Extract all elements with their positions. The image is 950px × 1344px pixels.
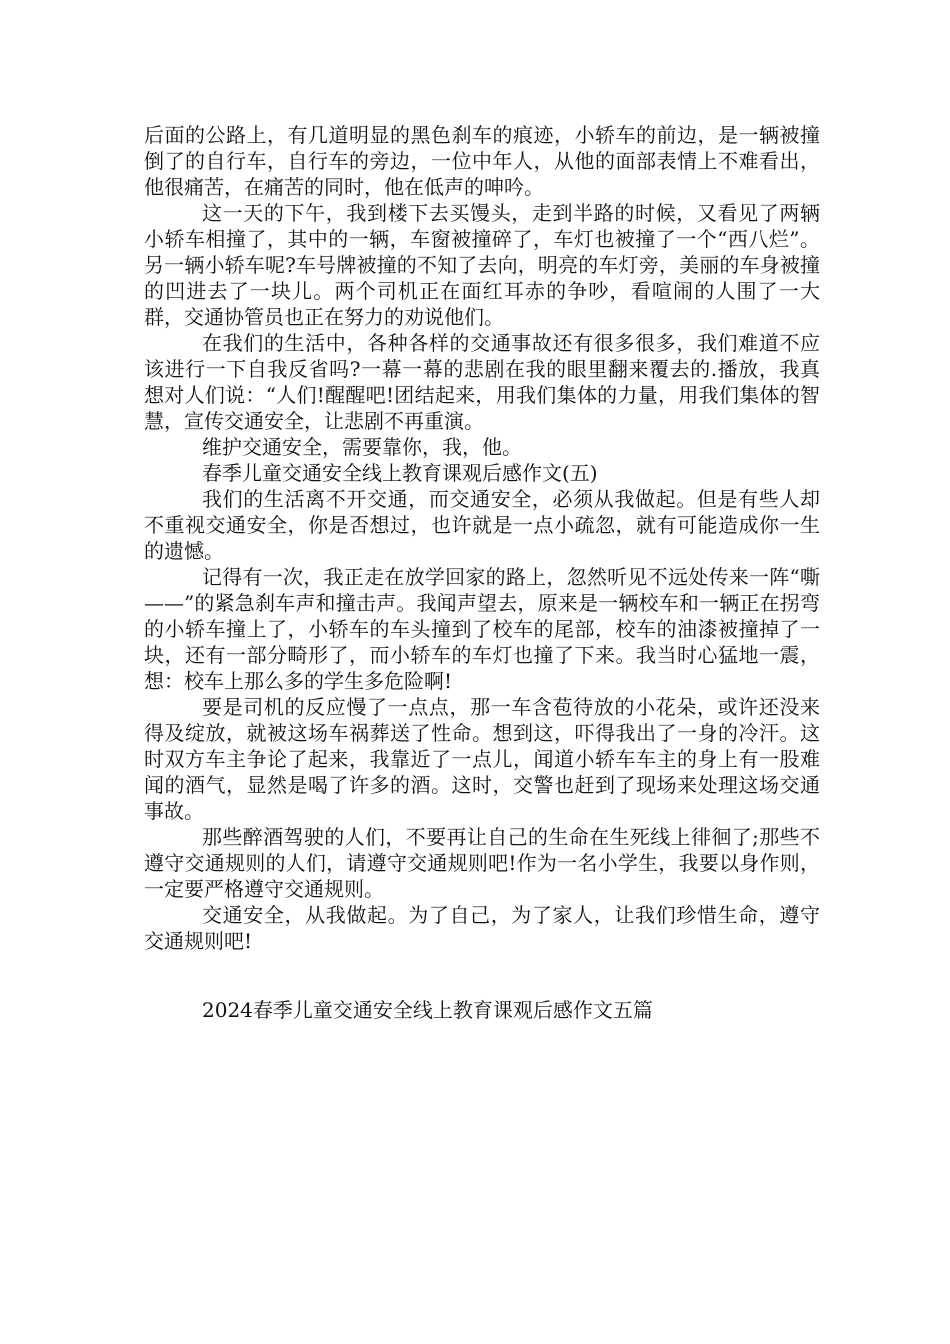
paragraph-8: 要是司机的反应慢了一点点，那一车含苞待放的小花朵，或许还没来得及绽放，就被这场车祸葬送了性命。想到这，吓得我出了一身的冷汗。这时双方车主争论了起来，我靠近了一点儿，闻道小轿车车主的身上有一股难闻的酒气，显然是喝了许多的酒。这时，交警也赶到了现场来处理这场交通事故。 bbox=[144, 695, 820, 823]
paragraph-6: 我们的生活离不开交通，而交通安全，必须从我做起。但是有些人却不重视交通安全，你是否想过，也许就是一点小疏忽，就有可能造成你一生的遗憾。 bbox=[144, 487, 820, 563]
paragraph-1: 后面的公路上，有几道明显的黑色刹车的痕迹，小轿车的前边，是一辆被撞倒了的自行车，自行车的旁边，一位中年人，从他的面部表情上不难看出，他很痛苦，在痛苦的同时，他在低声的呻吟。 bbox=[144, 123, 820, 199]
section-heading: 春季儿童交通安全线上教育课观后感作文(五) bbox=[202, 461, 598, 485]
paragraph-2: 这一天的下午，我到楼下去买馒头，走到半路的时候，又看见了两辆小轿车相撞了，其中的一辆，车窗被撞碎了，车灯也被撞了一个“西八烂”。另一辆小轿车呢?车号牌被撞的不知了去向，明亮的车灯旁，美丽的车身被撞的凹进去了一块儿。两个司机正在面红耳赤的争吵，看喧闹的人围了一大群，交通协管员也正在努力的劝说他们。 bbox=[144, 201, 820, 329]
paragraph-3: 在我们的生活中，各种各样的交通事故还有很多很多，我们难道不应该进行一下自我反省吗?一幕一幕的悲剧在我的眼里翻来覆去的.播放，我真想对人们说：“人们!醒醒吧!团结起来，用我们集体的力量，用我们集体的智慧，宣传交通安全，让悲剧不再重演。 bbox=[144, 331, 820, 433]
paragraph-4: 维护交通安全，需要靠你，我，他。 bbox=[202, 435, 522, 459]
paragraph-10: 交通安全，从我做起。为了自己，为了家人，让我们珍惜生命，遵守交通规则吧! bbox=[144, 903, 820, 953]
paragraph-9: 那些醉酒驾驶的人们，不要再让自己的生命在生死线上徘徊了;那些不遵守交通规则的人们，请遵守交通规则吧!作为一名小学生，我要以身作则，一定要严格遵守交通规则。 bbox=[144, 825, 820, 901]
paragraph-7: 记得有一次，我正走在放学回家的路上，忽然听见不远处传来一阵“嘶——”的紧急刹车声和撞击声。我闻声望去，原来是一辆校车和一辆正在拐弯的小轿车撞上了，小轿车的车头撞到了校车的尾部，校车的油漆被撞掉了一块，还有一部分畸形了，而小轿车的车灯也撞了下来。我当时心猛地一震，想：校车上那么多的学生多危险啊! bbox=[144, 565, 820, 693]
footer-title: 2024春季儿童交通安全线上教育课观后感作文五篇 bbox=[202, 998, 653, 1022]
document-body bbox=[144, 122, 820, 954]
